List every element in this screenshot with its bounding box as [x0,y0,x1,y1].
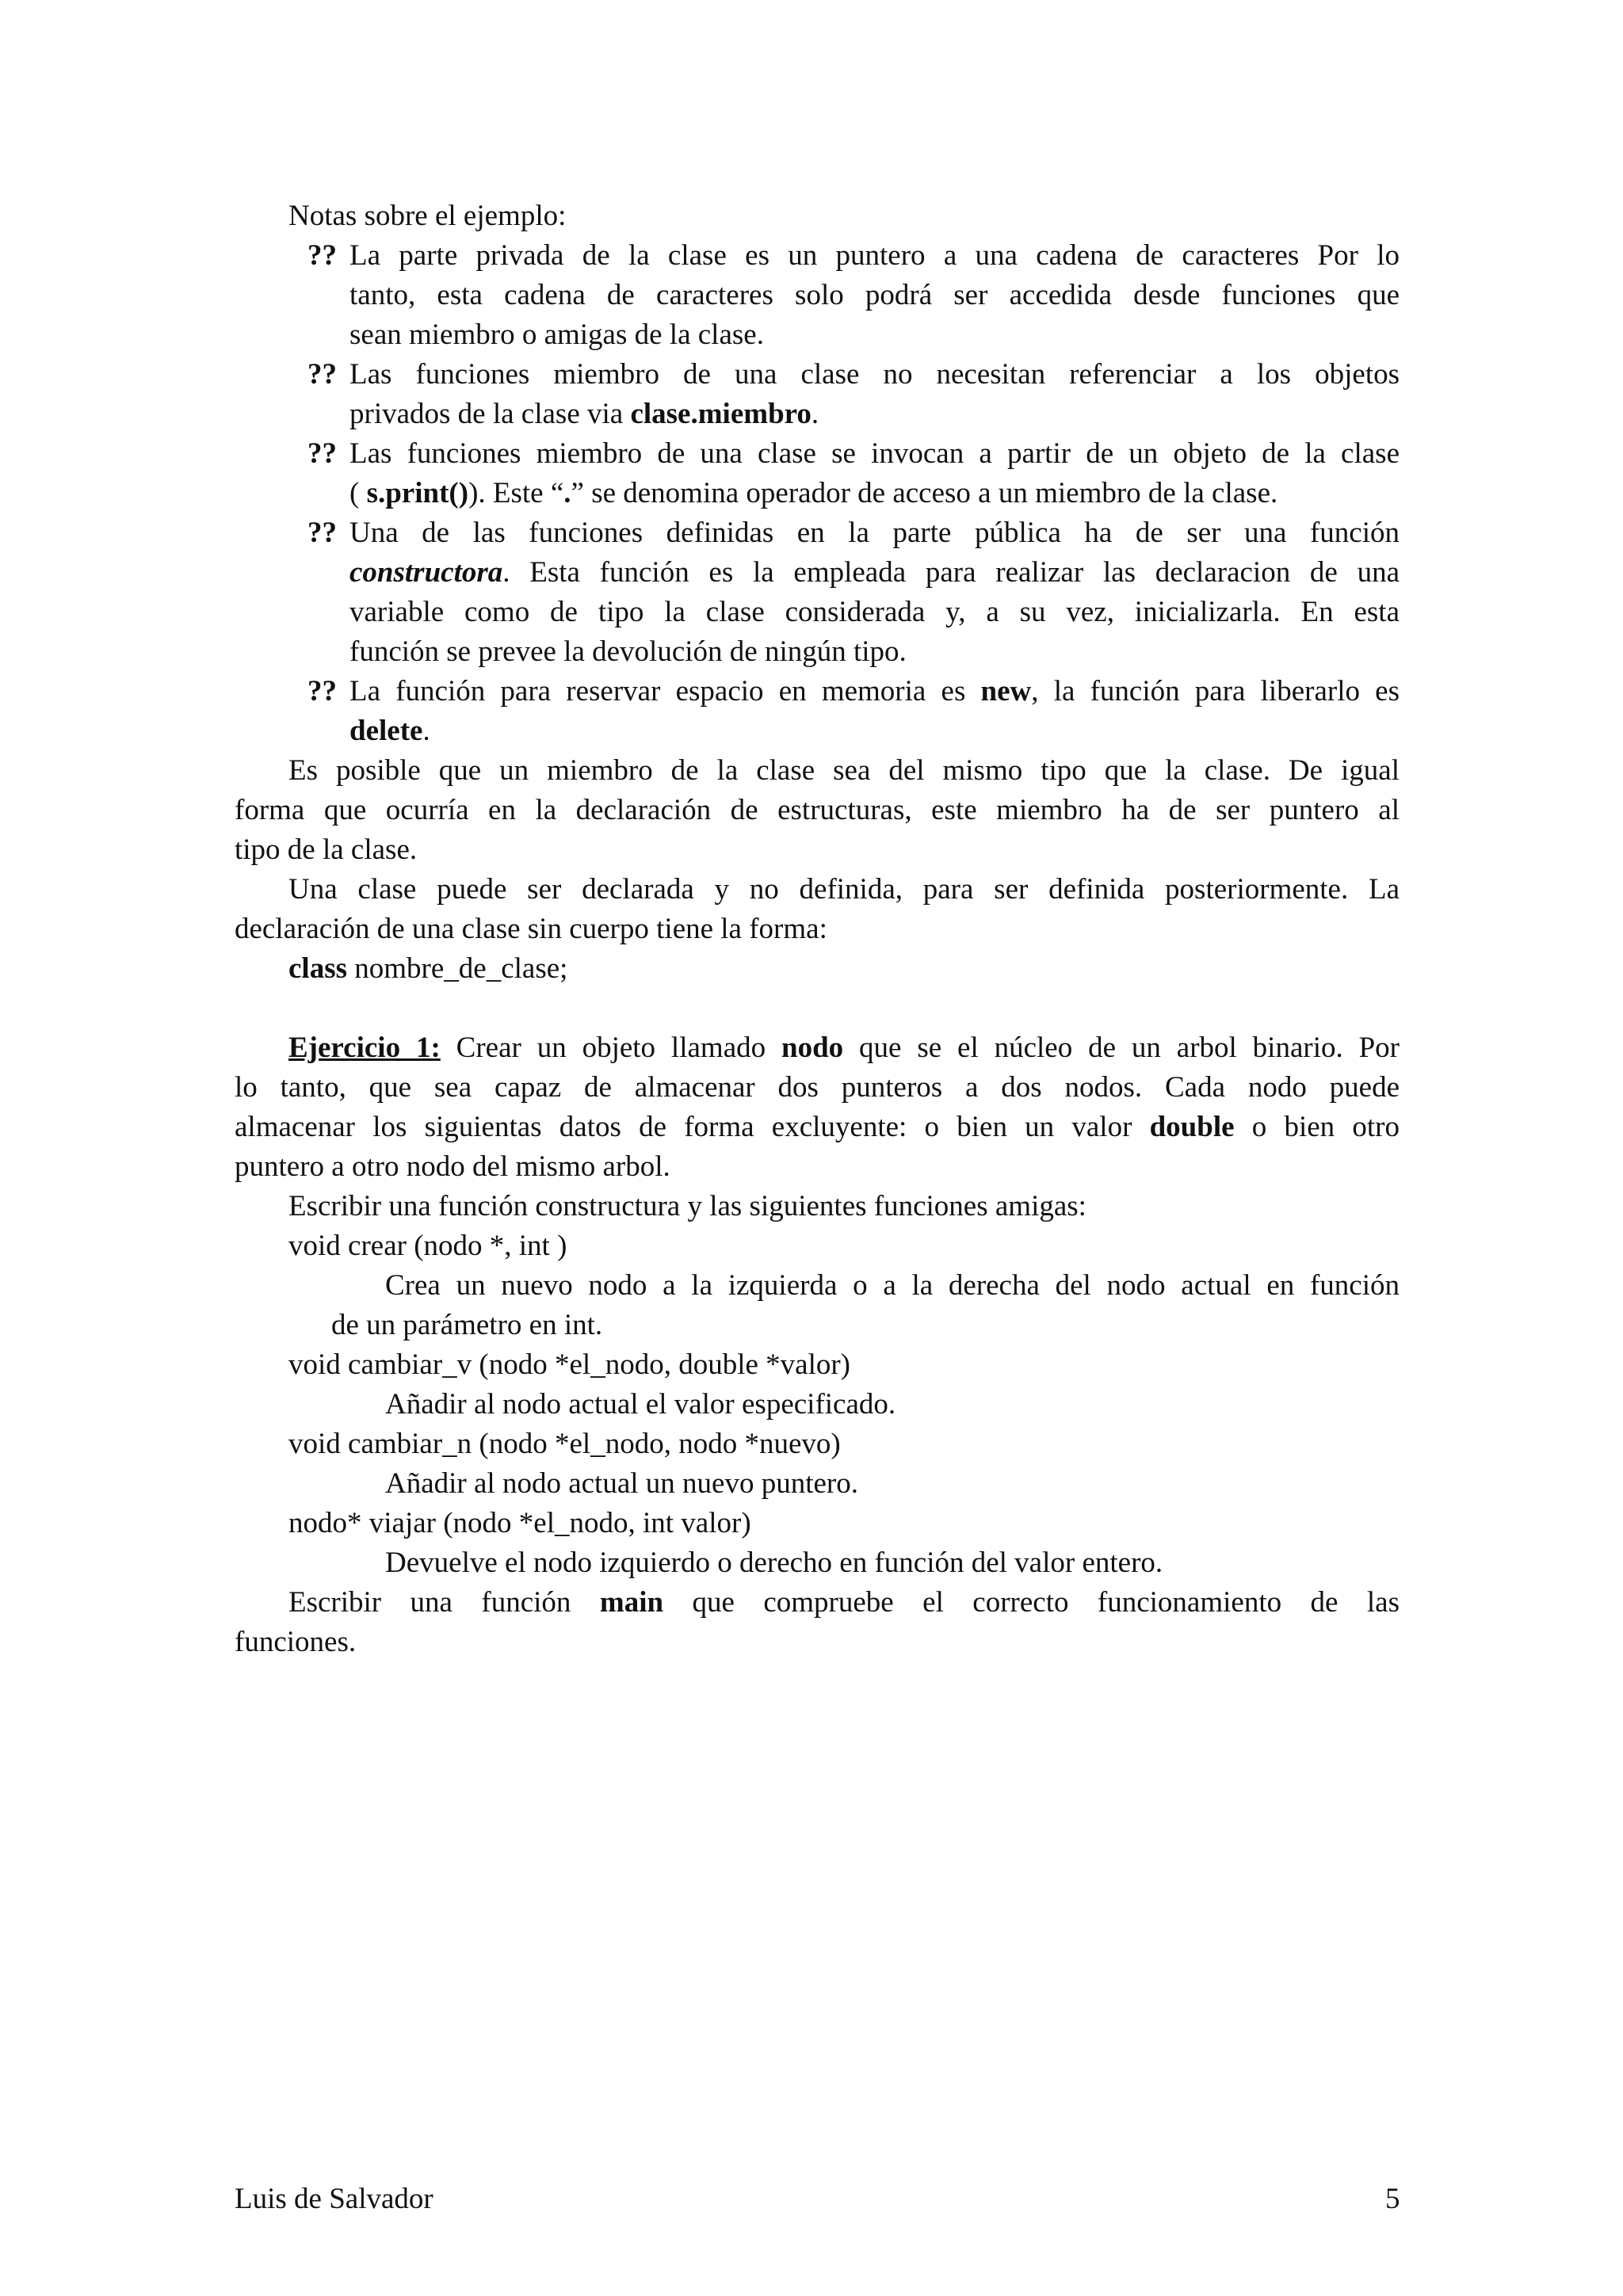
text-run: privados de la clase via [349,398,631,430]
bullet-3-line-1: Las funciones miembro de una clase se invocan a partir de un objeto de la clase [349,437,1400,470]
text-run: , la función para liberarlo es [1031,675,1400,707]
text-run: que compruebe el correcto funcionamiento de las [663,1586,1400,1619]
bullet-1-line-1: La parte privada de la clase es un puntero a una cadena de caracteres Por lo [349,239,1400,272]
bullet-marker: ?? [307,675,337,707]
bold-term: nodo [781,1032,844,1064]
text-run: Escribir una función [288,1586,600,1619]
exercise-line-3 [235,1112,1400,1142]
text-run: o bien otro [1234,1111,1400,1143]
function-description-cambiar-n: Añadir al nodo actual un nuevo puntero. [385,1467,858,1500]
function-description-viajar: Devuelve el nodo izquierdo o derecho en función del valor entero. [385,1547,1163,1579]
function-signature-crear: void crear (nodo *, int ) [288,1230,567,1262]
notes-title: Notas sobre el ejemplo: [288,200,567,232]
text-run: La función para reservar espacio en memoria es [349,675,981,707]
text-run: Crear un objeto llamado [440,1032,781,1064]
code-text: nombre_de_clase; [347,952,568,985]
text-run: . Esta función es la empleada para realizar las declaracion de una [502,556,1400,589]
text-run: ” se denomina operador de acceso a un miembro de la clase. [571,477,1278,509]
bullet-5-line-1 [349,677,1400,706]
bold-term: delete [349,715,423,747]
bullet-1-line-3: sean miembro o amigas de la clase. [349,318,764,351]
bold-term: double [1149,1111,1235,1143]
bold-term: s.print() [366,477,469,509]
bullet-2-line-2 [349,399,819,429]
function-signature-cambiar-v: void cambiar_v (nodo *el_nodo, double *valor) [288,1348,850,1381]
bullet-2-line-1: Las funciones miembro de una clase no necesitan referenciar a los objetos [349,358,1400,391]
bold-term: . [563,477,571,509]
function-description-crear-1: Crea un nuevo nodo a la izquierda o a la derecha del nodo actual en función [385,1269,1400,1302]
paragraph-2-line-1: Una clase puede ser declarada y no definida, para ser definida posteriormente. La [288,873,1400,906]
page-number: 5 [1385,2183,1400,2215]
paragraph-1-line-2: forma que ocurría en la declaración de estructuras, este miembro ha de ser puntero al [235,794,1400,826]
bullet-3-line-2 [349,479,1277,508]
exercise-line-2: lo tanto, que sea capaz de almacenar dos punteros a dos nodos. Cada nodo puede [235,1071,1400,1104]
bullet-4-line-1: Una de las funciones definidas en la parte pública ha de ser una función [349,517,1400,549]
function-description-crear-2: de un parámetro en int. [331,1309,603,1341]
text-run: almacenar los siguientas datos de forma excluyente: o bien un valor [235,1111,1150,1143]
exercise-line-4: puntero a otro nodo del mismo arbol. [235,1150,670,1183]
bullet-1-line-2: tanto, esta cadena de caracteres solo podrá ser accedida desde funciones que [349,279,1400,311]
bullet-4-line-4: función se prevee la devolución de ningún tipo. [349,635,907,668]
text-run: que se el núcleo de un arbol binario. Por [843,1032,1400,1064]
bold-term: new [980,675,1032,707]
main-instruction-line-1 [288,1588,1400,1617]
function-signature-viajar: nodo* viajar (nodo *el_nodo, int valor) [288,1507,751,1539]
bullet-marker: ?? [307,437,337,470]
exercise-line-1 [288,1033,1400,1062]
paragraph-1-line-1: Es posible que un miembro de la clase sea del mismo tipo que la clase. De igual [288,754,1400,787]
code-declaration [288,954,567,983]
text-run: . [811,398,819,430]
footer-author: Luis de Salvador [235,2183,433,2215]
function-signature-cambiar-n: void cambiar_n (nodo *el_nodo, nodo *nuevo) [288,1428,841,1460]
exercise-line-5: Escribir una función constructura y las siguientes funciones amigas: [288,1190,1086,1222]
code-keyword: class [288,952,347,985]
bullet-marker: ?? [307,517,337,549]
bold-term: clase.miembro [630,398,812,430]
function-description-cambiar-v: Añadir al nodo actual el valor especificado. [385,1388,896,1421]
bullet-marker: ?? [307,358,337,391]
bold-term: main [599,1586,664,1619]
bullet-5-line-2 [349,716,430,746]
bullet-4-line-2 [349,558,1400,587]
text-run: ). Este “ [468,477,564,509]
bullet-4-line-3: variable como de tipo la clase considerada y, a su vez, inicializarla. En esta [349,596,1400,628]
bold-italic-term: constructora [349,556,503,589]
paragraph-2-line-2: declaración de una clase sin cuerpo tiene la forma: [235,913,827,945]
paragraph-1-line-3: tipo de la clase. [235,833,418,866]
exercise-label: Ejercicio 1: [288,1032,441,1064]
text-run: ( [349,477,367,509]
bullet-marker: ?? [307,239,337,272]
main-instruction-line-2: funciones. [235,1626,357,1658]
text-run: . [422,715,430,747]
